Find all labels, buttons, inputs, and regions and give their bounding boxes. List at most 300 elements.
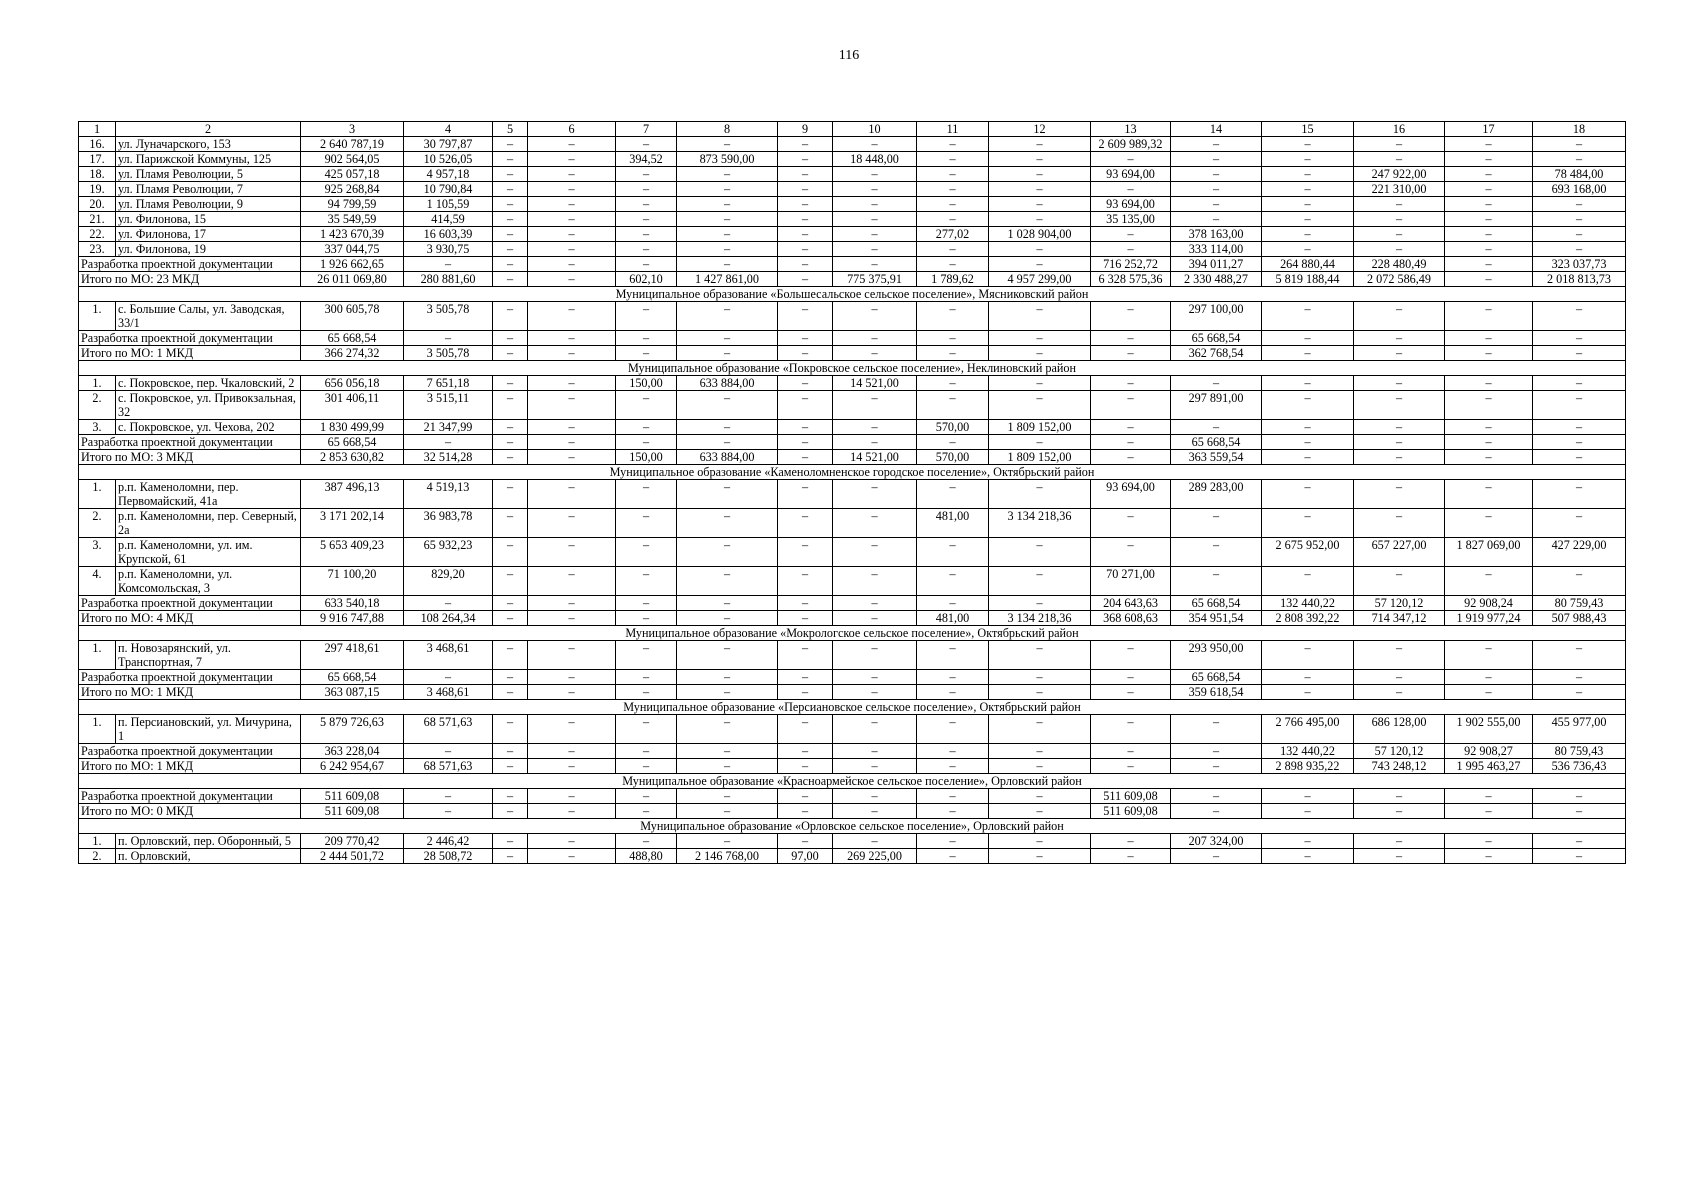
row-number: 1. [79,715,116,744]
value-cell: 16 603,39 [404,227,493,242]
value-cell: – [917,302,989,331]
column-header: 7 [616,122,677,137]
value-cell: 221 310,00 [1354,182,1445,197]
value-cell: – [989,670,1091,685]
value-cell: – [778,480,833,509]
section-heading-row [79,287,1626,302]
value-cell: – [528,450,616,465]
value-cell: 10 526,05 [404,152,493,167]
value-cell: – [1533,789,1626,804]
value-cell: – [528,759,616,774]
value-cell: – [1171,152,1262,167]
address-cell: ул. Филонова, 15 [116,212,301,227]
value-cell: – [1091,435,1171,450]
section-heading-row [79,626,1626,641]
value-cell: – [1171,538,1262,567]
value-cell: – [1445,567,1533,596]
value-cell: – [1533,480,1626,509]
value-cell: – [833,641,917,670]
value-cell: – [493,450,528,465]
value-cell: 94 799,59 [301,197,404,212]
value-cell: – [1445,331,1533,346]
value-cell: – [1091,834,1171,849]
value-cell: 57 120,12 [1354,596,1445,611]
value-cell: 1 926 662,65 [301,257,404,272]
row-number: 19. [79,182,116,197]
value-cell: 1 809 152,00 [989,450,1091,465]
value-cell: 511 609,08 [1091,804,1171,819]
value-cell: – [778,391,833,420]
value-cell: – [404,789,493,804]
value-cell: – [1171,376,1262,391]
value-cell: 204 643,63 [1091,596,1171,611]
value-cell: – [677,611,778,626]
value-cell: – [1354,450,1445,465]
value-cell: – [528,715,616,744]
value-cell: – [833,435,917,450]
value-cell: 633 884,00 [677,450,778,465]
value-cell: – [1354,789,1445,804]
column-header: 18 [1533,122,1626,137]
value-cell: 394,52 [616,152,677,167]
table-row [79,538,1626,567]
column-header: 11 [917,122,989,137]
address-cell: р.п. Каменоломни, ул. им. Крупской, 61 [116,538,301,567]
table-row [79,376,1626,391]
value-cell: 71 100,20 [301,567,404,596]
summary-row [79,789,1626,804]
value-cell: – [833,212,917,227]
value-cell: – [833,302,917,331]
row-number: 4. [79,567,116,596]
address-cell: с. Большие Салы, ул. Заводская, 33/1 [116,302,301,331]
value-cell: 36 983,78 [404,509,493,538]
column-header: 14 [1171,122,1262,137]
value-cell: 209 770,42 [301,834,404,849]
address-cell: р.п. Каменоломни, пер. Северный, 2а [116,509,301,538]
value-cell: – [1354,212,1445,227]
value-cell: – [778,167,833,182]
value-cell: – [1354,227,1445,242]
summary-label: Итого по МО: 1 МКД [79,346,301,361]
value-cell: – [616,596,677,611]
value-cell: 65 668,54 [1171,331,1262,346]
value-cell: – [616,242,677,257]
value-cell: 387 496,13 [301,480,404,509]
section-title: Муниципальное образование «Мокрологское сельское поселение», Октябрьский район [79,626,1626,641]
value-cell: – [677,596,778,611]
section-heading-row [79,465,1626,480]
value-cell: – [493,759,528,774]
value-cell: – [677,759,778,774]
section-title: Муниципальное образование «Каменоломненское городское поселение», Октябрьский район [79,465,1626,480]
value-cell: – [989,596,1091,611]
value-cell: – [833,137,917,152]
value-cell: – [917,182,989,197]
value-cell: – [989,302,1091,331]
value-cell: – [989,346,1091,361]
value-cell: – [833,167,917,182]
value-cell: – [1533,670,1626,685]
value-cell: – [1091,152,1171,167]
value-cell: 1 830 499,99 [301,420,404,435]
address-cell: с. Покровское, ул. Привокзальная, 32 [116,391,301,420]
summary-row [79,346,1626,361]
value-cell: – [778,685,833,700]
summary-row [79,611,1626,626]
value-cell: 7 651,18 [404,376,493,391]
value-cell: – [528,596,616,611]
value-cell: – [528,435,616,450]
value-cell: – [616,182,677,197]
value-cell: 368 608,63 [1091,611,1171,626]
value-cell: – [493,509,528,538]
value-cell: – [616,480,677,509]
value-cell: – [528,789,616,804]
value-cell: – [1091,420,1171,435]
value-cell: – [989,212,1091,227]
value-cell: – [778,538,833,567]
value-cell: – [528,685,616,700]
value-cell: – [778,302,833,331]
value-cell: – [778,641,833,670]
value-cell: – [1533,227,1626,242]
value-cell: – [616,302,677,331]
value-cell: – [528,670,616,685]
value-cell: – [1533,834,1626,849]
table-row [79,849,1626,864]
value-cell: 1 827 069,00 [1445,538,1533,567]
value-cell: – [1533,137,1626,152]
value-cell: – [493,346,528,361]
value-cell: – [1262,376,1354,391]
value-cell: 65 668,54 [301,435,404,450]
value-cell: – [833,567,917,596]
value-cell: 1 809 152,00 [989,420,1091,435]
column-header: 8 [677,122,778,137]
value-cell: – [1445,641,1533,670]
row-number: 2. [79,391,116,420]
value-cell: – [616,346,677,361]
value-cell: 716 252,72 [1091,257,1171,272]
section-title: Муниципальное образование «Персиановское сельское поселение», Октябрьский район [79,700,1626,715]
value-cell: 427 229,00 [1533,538,1626,567]
value-cell: – [833,182,917,197]
value-cell: – [1533,331,1626,346]
value-cell: – [528,509,616,538]
value-cell: – [1262,197,1354,212]
value-cell: – [1262,834,1354,849]
value-cell: – [1262,789,1354,804]
value-cell: – [404,596,493,611]
value-cell: – [778,834,833,849]
value-cell: 366 274,32 [301,346,404,361]
value-cell: – [493,227,528,242]
value-cell: – [1171,137,1262,152]
value-cell: – [989,391,1091,420]
value-cell: – [493,167,528,182]
value-cell: – [493,182,528,197]
value-cell: – [989,685,1091,700]
value-cell: 354 951,54 [1171,611,1262,626]
value-cell: – [989,137,1091,152]
value-cell: – [616,834,677,849]
value-cell: – [677,685,778,700]
value-cell: – [493,376,528,391]
value-cell: – [989,849,1091,864]
value-cell: 362 768,54 [1171,346,1262,361]
value-cell: – [1262,167,1354,182]
value-cell: 3 468,61 [404,641,493,670]
value-cell: – [778,227,833,242]
value-cell: – [677,538,778,567]
value-cell: 32 514,28 [404,450,493,465]
value-cell: – [833,834,917,849]
value-cell: 2 146 768,00 [677,849,778,864]
value-cell: 269 225,00 [833,849,917,864]
value-cell: – [778,137,833,152]
summary-label: Разработка проектной документации [79,744,301,759]
summary-label: Итого по МО: 0 МКД [79,804,301,819]
value-cell: – [677,346,778,361]
value-cell: 92 908,24 [1445,596,1533,611]
value-cell: – [1262,227,1354,242]
value-cell: – [989,152,1091,167]
value-cell: – [1171,182,1262,197]
value-cell: – [616,257,677,272]
value-cell: – [1171,715,1262,744]
value-cell: – [528,420,616,435]
value-cell: – [493,302,528,331]
value-cell: – [1354,804,1445,819]
value-cell: 2 444 501,72 [301,849,404,864]
value-cell: – [833,611,917,626]
value-cell: 2 330 488,27 [1171,272,1262,287]
value-cell: 4 957,18 [404,167,493,182]
value-cell: 65 668,54 [1171,435,1262,450]
value-cell: 35 135,00 [1091,212,1171,227]
value-cell: – [1171,744,1262,759]
value-cell: – [616,197,677,212]
value-cell: 65 932,23 [404,538,493,567]
address-cell: ул. Луначарского, 153 [116,137,301,152]
value-cell: – [1091,331,1171,346]
value-cell: 3 468,61 [404,685,493,700]
value-cell: – [833,744,917,759]
table-row [79,480,1626,509]
value-cell: 65 668,54 [1171,596,1262,611]
value-cell: – [1354,670,1445,685]
value-cell: – [528,331,616,346]
value-cell: – [677,715,778,744]
value-cell: – [616,567,677,596]
value-cell: – [1091,346,1171,361]
value-cell: – [493,152,528,167]
column-header: 4 [404,122,493,137]
row-number: 2. [79,509,116,538]
value-cell: – [917,242,989,257]
value-cell: – [1171,167,1262,182]
value-cell: 1 423 670,39 [301,227,404,242]
table-row [79,227,1626,242]
value-cell: – [616,137,677,152]
value-cell: – [989,744,1091,759]
row-number: 1. [79,302,116,331]
value-cell: 2 640 787,19 [301,137,404,152]
value-cell: – [1091,227,1171,242]
value-cell: – [917,538,989,567]
value-cell: – [778,182,833,197]
value-cell: – [1354,197,1445,212]
value-cell: – [778,509,833,538]
value-cell: – [778,435,833,450]
value-cell: 1 902 555,00 [1445,715,1533,744]
value-cell: 6 242 954,67 [301,759,404,774]
value-cell: – [1171,212,1262,227]
row-number: 20. [79,197,116,212]
row-number: 22. [79,227,116,242]
value-cell: 297 891,00 [1171,391,1262,420]
value-cell: – [989,759,1091,774]
value-cell: – [404,744,493,759]
value-cell: 1 995 463,27 [1445,759,1533,774]
value-cell: – [677,182,778,197]
value-cell: – [1533,641,1626,670]
value-cell: 743 248,12 [1354,759,1445,774]
value-cell: 925 268,84 [301,182,404,197]
value-cell: – [989,197,1091,212]
column-header: 6 [528,122,616,137]
value-cell: 425 057,18 [301,167,404,182]
summary-label: Разработка проектной документации [79,670,301,685]
value-cell: – [677,167,778,182]
value-cell: 14 521,00 [833,376,917,391]
value-cell: – [1354,641,1445,670]
value-cell: – [778,420,833,435]
value-cell: 207 324,00 [1171,834,1262,849]
value-cell: – [1445,302,1533,331]
value-cell: – [493,435,528,450]
value-cell: 1 105,59 [404,197,493,212]
value-cell: 323 037,73 [1533,257,1626,272]
row-number: 23. [79,242,116,257]
value-cell: – [1533,804,1626,819]
value-cell: – [1171,789,1262,804]
value-cell: 70 271,00 [1091,567,1171,596]
value-cell: – [616,759,677,774]
value-cell: 337 044,75 [301,242,404,257]
value-cell: 2 018 813,73 [1533,272,1626,287]
value-cell: – [917,596,989,611]
value-cell: 3 505,78 [404,346,493,361]
value-cell: – [528,567,616,596]
value-cell: – [1533,450,1626,465]
value-cell: – [833,227,917,242]
value-cell: – [404,435,493,450]
table-row [79,509,1626,538]
value-cell: 511 609,08 [1091,789,1171,804]
value-cell: – [1354,834,1445,849]
value-cell: – [528,137,616,152]
value-cell: – [989,167,1091,182]
value-cell: – [989,376,1091,391]
value-cell: 511 609,08 [301,804,404,819]
value-cell: – [493,834,528,849]
value-cell: – [917,641,989,670]
value-cell: 2 808 392,22 [1262,611,1354,626]
value-cell: – [1445,849,1533,864]
value-cell: – [833,685,917,700]
value-cell: – [778,197,833,212]
value-cell: – [616,420,677,435]
value-cell: – [528,391,616,420]
value-cell: – [1354,152,1445,167]
value-cell: – [528,302,616,331]
value-cell: – [1171,759,1262,774]
value-cell: 93 694,00 [1091,197,1171,212]
section-heading-row [79,774,1626,789]
value-cell: – [528,152,616,167]
value-cell: – [917,331,989,346]
value-cell: 289 283,00 [1171,480,1262,509]
value-cell: – [1354,346,1445,361]
value-cell: – [528,849,616,864]
value-cell: – [1354,242,1445,257]
value-cell: 65 668,54 [301,331,404,346]
value-cell: – [917,435,989,450]
row-number: 3. [79,538,116,567]
value-cell: – [917,257,989,272]
value-cell: – [528,212,616,227]
summary-row [79,257,1626,272]
value-cell: 3 930,75 [404,242,493,257]
value-cell: 108 264,34 [404,611,493,626]
value-cell: – [833,242,917,257]
address-cell: ул. Пламя Революции, 9 [116,197,301,212]
value-cell: – [1445,450,1533,465]
summary-label: Разработка проектной документации [79,789,301,804]
value-cell: – [917,376,989,391]
value-cell: – [528,227,616,242]
value-cell: – [1262,137,1354,152]
value-cell: – [677,435,778,450]
table-row [79,197,1626,212]
value-cell: – [1262,212,1354,227]
value-cell: – [917,346,989,361]
value-cell: – [1445,182,1533,197]
value-cell: 363 087,15 [301,685,404,700]
value-cell: – [1445,509,1533,538]
value-cell: – [677,670,778,685]
value-cell: – [493,685,528,700]
table-row [79,834,1626,849]
column-header-row [79,122,1626,137]
value-cell: – [677,641,778,670]
value-cell: 301 406,11 [301,391,404,420]
value-cell: – [1354,509,1445,538]
value-cell: – [528,257,616,272]
value-cell: 488,80 [616,849,677,864]
value-cell: – [677,391,778,420]
value-cell: 2 446,42 [404,834,493,849]
value-cell: – [833,480,917,509]
value-cell: – [917,480,989,509]
value-cell: – [677,480,778,509]
value-cell: – [917,744,989,759]
value-cell: – [778,331,833,346]
value-cell: – [493,670,528,685]
value-cell: 10 790,84 [404,182,493,197]
